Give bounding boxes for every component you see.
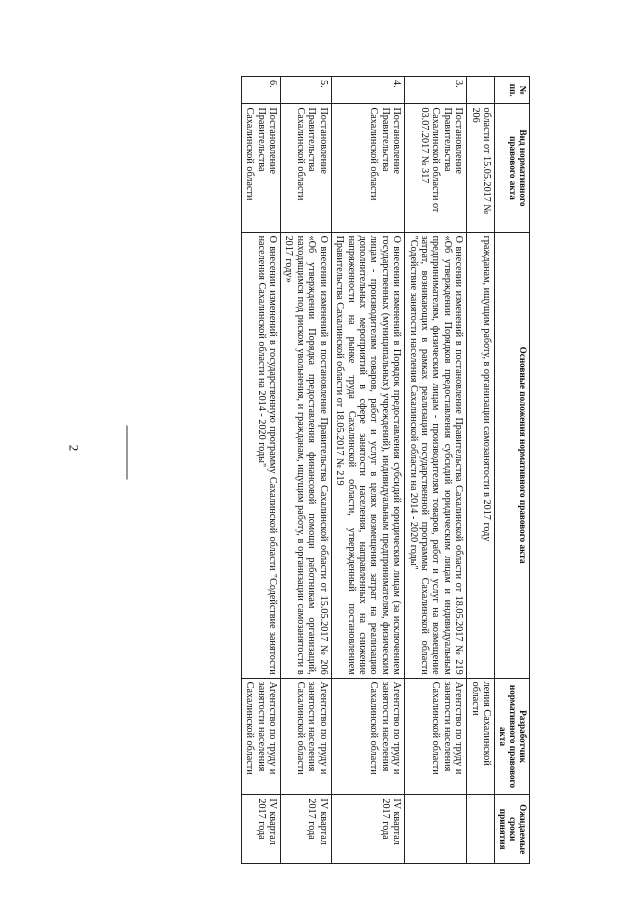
expected-term: IV квартал 2017 года [241, 795, 280, 864]
header-number: № пп. [495, 77, 530, 104]
developer: Агентство по труду и занятости населения Сахалинской области [331, 678, 405, 795]
header-expected-term: Ожидаемые сроки принятия [495, 795, 530, 864]
expected-term [405, 795, 467, 864]
table-row [405, 77, 467, 864]
table-row [467, 77, 495, 864]
table-row [331, 77, 405, 864]
act-type: Постановление Правительства Сахалинской области [331, 104, 405, 232]
expected-term: IV квартал 2017 года [331, 795, 405, 864]
main-provisions: О внесении изменений в Порядок предоставления субсидий юридическим лицам (за исключением государственных (муниципальных) учреждений), индивидуальным предпринимателям, физическим лицам - производителям товаров, работ и услуг в целях возмещения затрат на реализацию дополнительных мероприятий в сфере занятости населения, направленных на снижение напряженности на рынке труда Сахалинской области, утвержденный постановлением Правительства Сахалинской области от 18.05.2017 № 219 [331, 232, 405, 678]
main-provisions: гражданам, ищущим работу, в организации самозанятости в 2017 году [467, 232, 495, 678]
developer: Агентство по труду и занятости населения Сахалинской области [405, 678, 467, 795]
main-provisions: О внесении изменений в постановление Правительства Сахалинской области от 18.05.2017 № 219 «Об утверждении Порядков предоставления субсидий юридическим лицам и индивидуальным предпринимателям, физическим лицам - производителям товаров, работ и услуг на возмещение затрат, возникающих в рамках реализации государственной программы Сахалинской области "Содействие занятости населения Сахалинской области на 2014 - 2020 годы" [405, 232, 467, 678]
act-type: области от 15.05.2017 № 206 [467, 104, 495, 232]
table-row [241, 77, 280, 864]
row-number: 3. [405, 77, 467, 104]
row-number [467, 77, 495, 104]
developer: Агентство по труду и занятости населения Сахалинской области [281, 678, 332, 795]
developer: Агентство по труду и занятости населения Сахалинской области [241, 678, 280, 795]
page-number: 2 [66, 444, 82, 452]
header-main-provisions: Основные положения нормативного правового акта [495, 232, 530, 678]
main-provisions: О внесении изменений в государственную программу Сахалинской области "Содействие занятости населения Сахалинской области на 2014 - 2020 годы" [241, 232, 280, 678]
legal-acts-table [241, 76, 530, 864]
row-number: 6. [241, 77, 280, 104]
expected-term: IV квартал 2017 года [281, 795, 332, 864]
act-type: Постановление Правительства Сахалинской области от 03.07.2017 № 317 [405, 104, 467, 232]
act-type: Постановление Правительства Сахалинской области [241, 104, 280, 232]
act-type: Постановление Правительства Сахалинской области [281, 104, 332, 232]
header-developer: Разработчик нормативного правового акта [495, 678, 530, 795]
row-number: 4. [331, 77, 405, 104]
expected-term [467, 795, 495, 864]
separator-line [127, 426, 128, 480]
legal-acts-table-container [142, 76, 530, 864]
header-act-type: Вид нормативного правового акта [495, 104, 530, 232]
table-row [281, 77, 332, 864]
row-number: 5. [281, 77, 332, 104]
table-header-row [495, 77, 530, 864]
developer: ления Сахалинской области [467, 678, 495, 795]
main-provisions: О внесении изменений в постановление Правительства Сахалинской области от 15.05.2017 № 206 «Об утверждении Порядка предоставления финансовой помощи работникам организаций, находящимся под риском увольнения, и гражданам, ищущим работу, в организации самозанятости в 2017 году» [281, 232, 332, 678]
